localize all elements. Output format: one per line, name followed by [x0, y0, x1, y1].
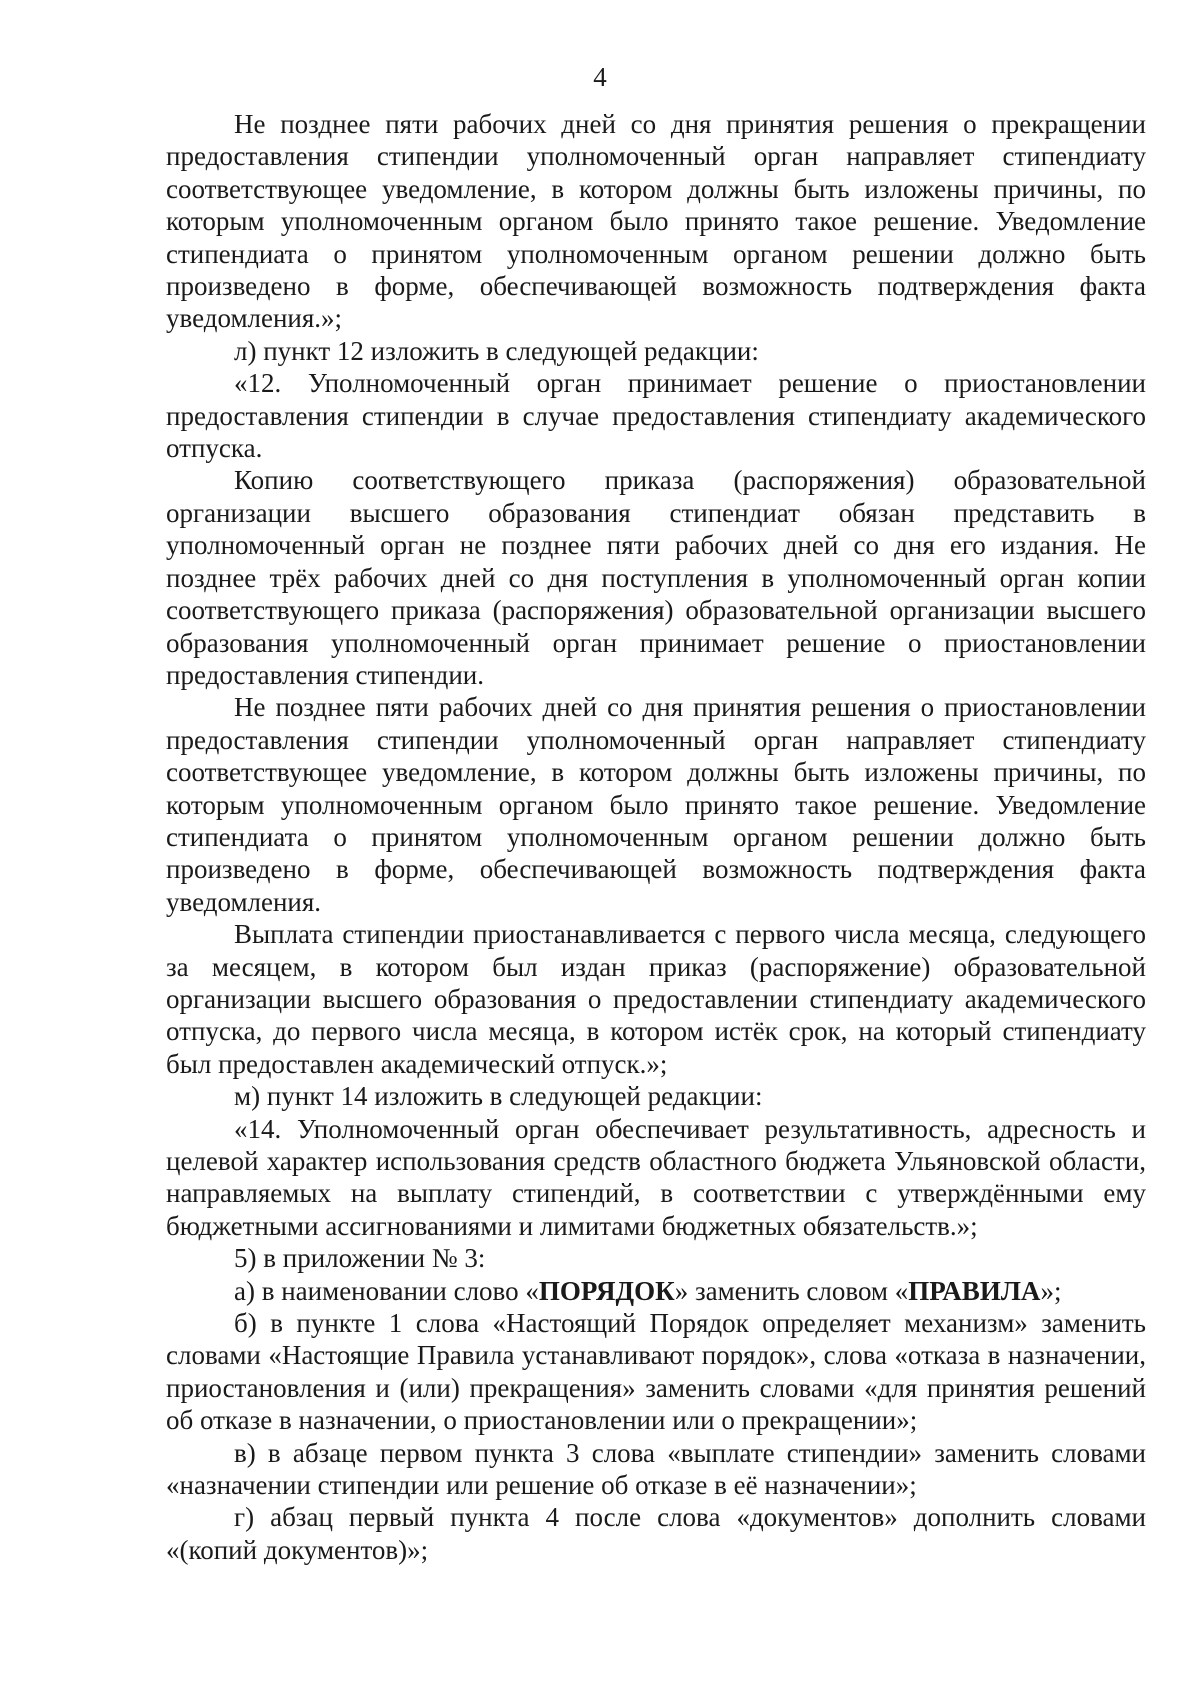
item-a-text-1: а) в наименовании слово «	[234, 1275, 539, 1306]
paragraph-item-m: м) пункт 14 изложить в следующей редакции:	[234, 1081, 763, 1112]
paragraph-suspension-notice: Не позднее пяти рабочих дней со дня принятия решения о приостановлении предоставления стипендии уполномоченный орган направляет стипендиату соответствующее уведомление, в котором должны быть изложены причины, по которым уполномоченным органом было принято такое решение. Уведомление стипендиата о принятом уполномоченным органом решении должно быть произведено в форме, обеспечивающей возможность подтверждения факта уведомления.	[166, 692, 1146, 917]
paragraph-item-l: л) пункт 12 изложить в следующей редакции:	[234, 335, 759, 366]
paragraph-payment-suspension: Выплата стипендии приостанавливается с первого числа месяца, следующего за месяцем, в котором был издан приказ (распоряжение) образовательной организации высшего образования о предоставлении стипендиату академического отпуска, до первого числа месяца, в котором истёк срок, на который стипендиату был предоставлен академический отпуск.»;	[166, 919, 1146, 1079]
paragraph-appendix-3: 5) в приложении № 3:	[234, 1243, 486, 1274]
paragraph-order-copy: Копию соответствующего приказа (распоряжения) образовательной организации высшего образования стипендиат обязан представить в уполномоченный орган не позднее пяти рабочих дней со дня его издания. Не позднее трёх рабочих дней со дня поступления в уполномоченный орган копии соответствующего приказа (распоряжения) образовательной организации высшего образования уполномоченный орган принимает решение о приостановлении предоставления стипендии.	[166, 465, 1146, 690]
document-body	[166, 108, 1146, 1566]
page-number: 4	[593, 62, 607, 92]
paragraph-clause-12: «12. Уполномоченный орган принимает решение о приостановлении предоставления стипендии в случае предоставления стипендиату академического отпуска.	[166, 368, 1146, 464]
paragraph-item-v: в) в абзаце первом пункта 3 слова «выплате стипендии» заменить словами «назначении стипендии или решение об отказе в её назначении»;	[166, 1437, 1146, 1501]
item-a-bold-1: ПОРЯДОК	[538, 1275, 675, 1306]
paragraph-item-a	[166, 1275, 1146, 1307]
paragraph-clause-14: «14. Уполномоченный орган обеспечивает результативность, адресность и целевой характер использования средств областного бюджета Ульяновской области, направляемых на выплату стипендий, в соответствии с утверждёнными ему бюджетными ассигнованиями и лимитами бюджетных обязательств.»;	[166, 1113, 1146, 1241]
paragraph-termination-notice: Не позднее пяти рабочих дней со дня принятия решения о прекращении предоставления стипендии уполномоченный орган направляет стипендиату соответствующее уведомление, в котором должны быть изложены причины, по которым уполномоченным органом было принято такое решение. Уведомление стипендиата о принятом уполномоченным органом решении должно быть произведено в форме, обеспечивающей возможность подтверждения факта уведомления.»;	[166, 109, 1146, 334]
item-a-text-3: »;	[1040, 1275, 1062, 1306]
item-a-bold-2: ПРАВИЛА	[908, 1275, 1041, 1306]
paragraph-item-b: б) в пункте 1 слова «Настоящий Порядок определяет механизм» заменить словами «Настоящие Правила устанавливают порядок», слова «отказа в назначении, приостановления и (или) прекращения» заменить словами «для принятия решений об отказе в назначении, о приостановлении или о прекращении»;	[166, 1308, 1146, 1436]
paragraph-item-g: г) абзац первый пункта 4 после слова «документов» дополнить словами «(копий документов)»;	[166, 1502, 1146, 1565]
item-a-text-2: » заменить словом «	[674, 1275, 909, 1306]
